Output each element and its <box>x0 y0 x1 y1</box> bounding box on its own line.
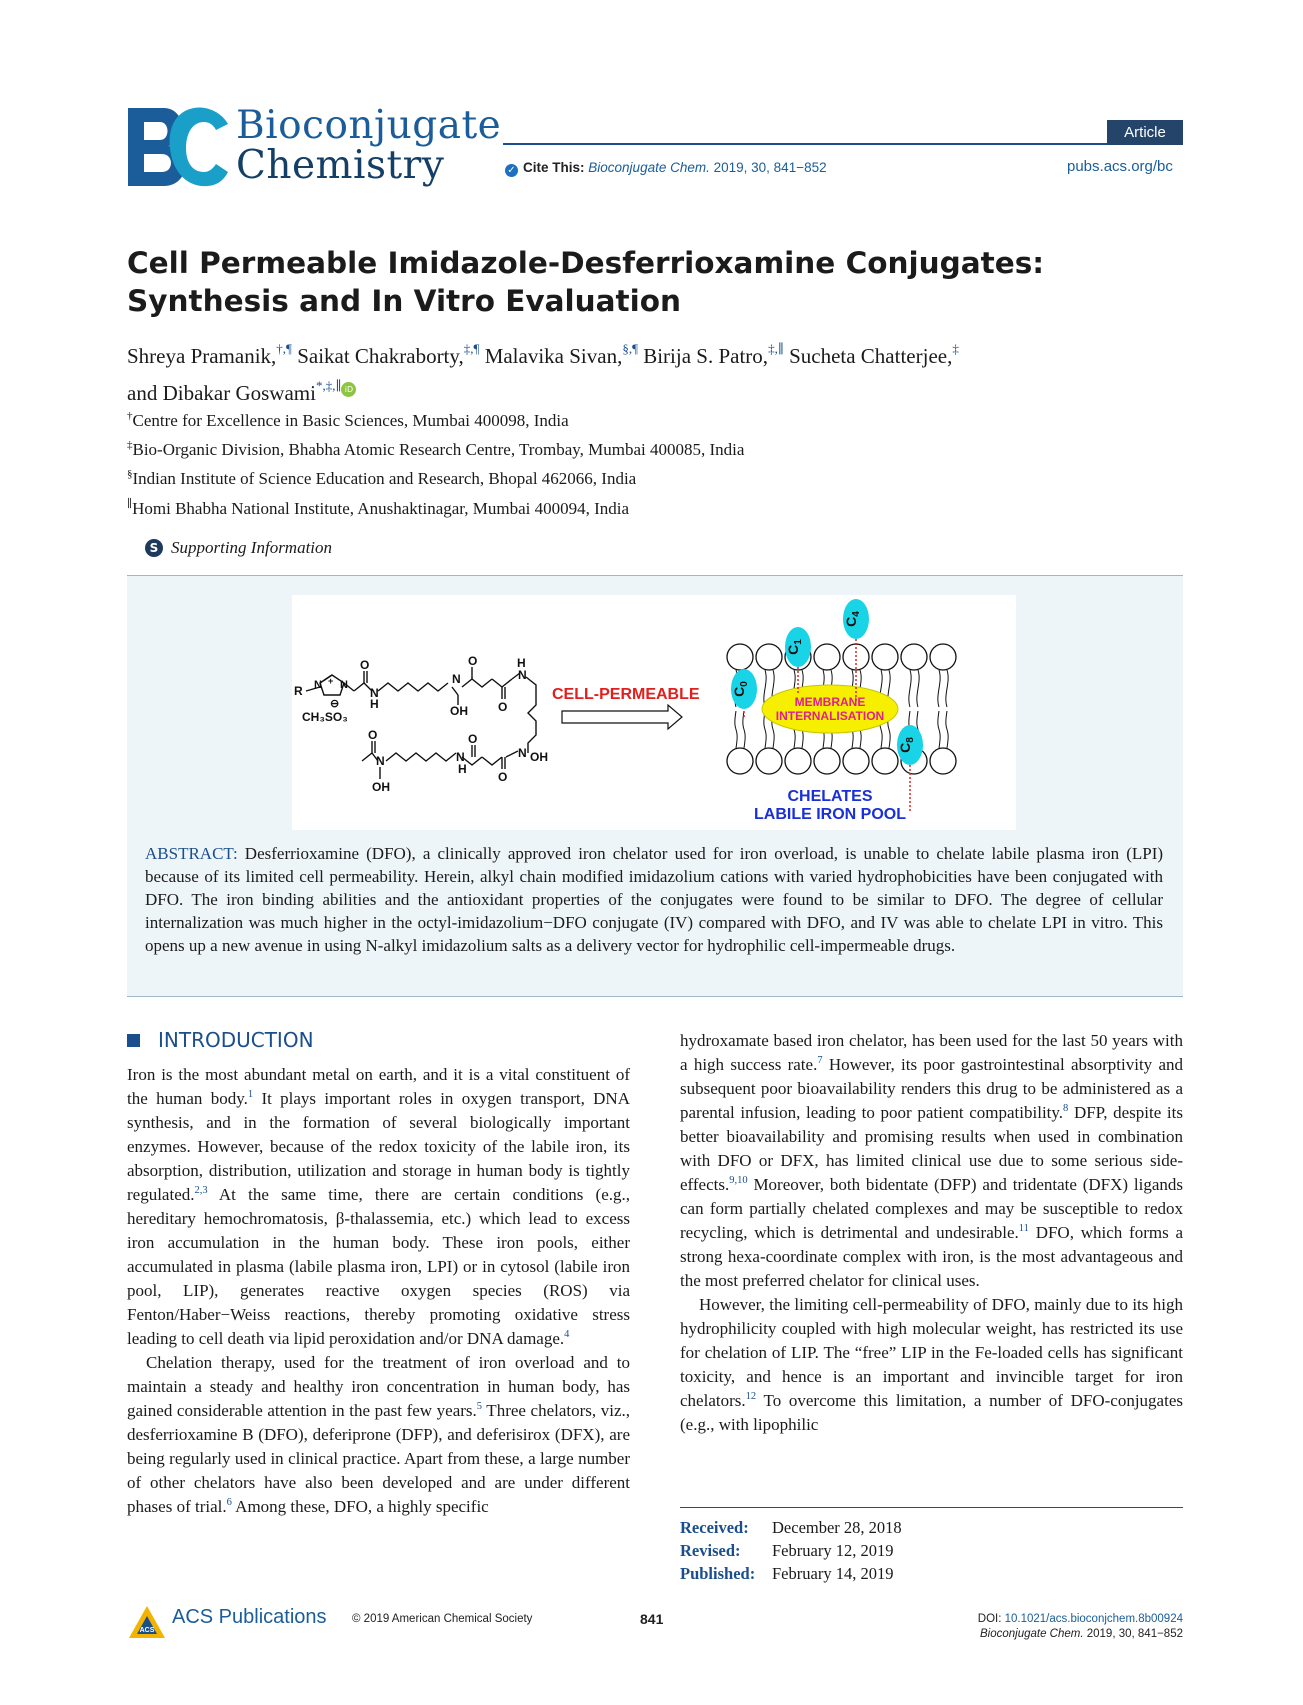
author-name[interactable]: Saikat Chakraborty, <box>297 344 464 368</box>
author-name[interactable]: Sucheta Chatterjee, <box>789 344 953 368</box>
date-label: Revised: <box>680 1541 741 1560</box>
page-number: 841 <box>640 1611 664 1627</box>
header-rule <box>503 143 1183 145</box>
lipid-tail <box>735 711 737 748</box>
paragraph <box>127 1063 630 1351</box>
reference-link[interactable]: 6 <box>226 1497 232 1508</box>
minus-charge: ⊖ <box>330 698 340 710</box>
lipid-head <box>756 644 782 670</box>
abstract-text <box>145 842 1163 957</box>
left-column <box>127 1063 630 1519</box>
affiliation <box>127 410 569 431</box>
dates-rule <box>680 1507 1183 1508</box>
plus-charge: + <box>328 676 334 686</box>
text-run: Chelation therapy, used for the treatment of iron overload and to maintain a steady and healthy iron concentration in human body, has gained considerable attention in the past few years. <box>127 1353 630 1420</box>
check-icon: ✓ <box>505 164 518 177</box>
reference-link[interactable]: 5 <box>476 1401 483 1412</box>
conjugate-c1 <box>785 627 811 695</box>
date-published <box>680 1564 893 1584</box>
lipid-head <box>785 748 811 774</box>
footer-journal-volume: 2019, 30, 841−852 <box>1083 1628 1183 1640</box>
lipid-head <box>756 748 782 774</box>
cite-this[interactable] <box>505 160 827 177</box>
chelates-label-1: CHELATES <box>787 788 873 805</box>
c8-label: C <box>897 742 913 753</box>
oxygen-label: O <box>360 658 370 672</box>
affiliation-mark: † <box>127 410 133 422</box>
author-affiliation-marks: §,¶ <box>622 341 638 356</box>
membrane-label-2: INTERNALISATION <box>775 709 885 723</box>
text-run: However, the limiting cell-permeability of DFO, mainly due to its high hydrophilicity coupled with high molecular weight, has restricted its use for chelation of LIP. The “free” LIP in the Fe-loaded cells has significant toxicity, and hence is an important and invincible target for iron chelators. <box>680 1295 1183 1410</box>
lipid-tail <box>938 670 940 707</box>
amide-h-label: H <box>458 762 467 776</box>
c8-subscript: 8 <box>905 737 916 743</box>
lipid-head <box>727 748 753 774</box>
affiliation <box>127 468 636 489</box>
arrow-label: CELL-PERMEABLE <box>552 686 700 703</box>
hydroxyl-label: OH <box>530 750 548 764</box>
author-name[interactable]: Shreya Pramanik, <box>127 344 277 368</box>
section-heading-introduction <box>127 1028 314 1052</box>
affiliation-mark: § <box>127 468 133 480</box>
paragraph <box>127 1351 630 1519</box>
toc-graphic <box>292 595 1016 830</box>
date-received <box>680 1518 902 1538</box>
date-value: February 14, 2019 <box>772 1564 894 1583</box>
svg-text:ACS: ACS <box>139 1627 155 1634</box>
c0-subscript: 0 <box>739 681 750 687</box>
text-run: DFO, which forms a strong hexa-coordinate complex with iron, is the most advantageous and the most preferred chelator for clinical uses. <box>680 1223 1184 1290</box>
date-revised <box>680 1541 893 1561</box>
oxygen-label: O <box>498 770 508 784</box>
lipid-tail <box>938 711 940 748</box>
reference-link[interactable]: 9,10 <box>729 1175 748 1186</box>
imidazole-n-label: N <box>314 679 322 691</box>
membrane-label-1: MEMBRANE <box>794 695 866 709</box>
c1-label: C <box>785 644 801 655</box>
date-label: Published: <box>680 1564 756 1583</box>
lipid-head <box>843 748 869 774</box>
doi-link[interactable]: 10.1021/acs.bioconjchem.8b00924 <box>1004 1613 1183 1625</box>
cite-volume-pages[interactable]: 2019, 30, 841−852 <box>713 160 827 175</box>
publisher-name[interactable]: ACS Publications <box>172 1606 327 1628</box>
affiliation-text: Centre for Excellence in Basic Sciences, Mumbai 400098, India <box>132 411 569 430</box>
lipid-tail <box>917 670 919 707</box>
c4-label: C <box>843 616 859 627</box>
author-affiliation-marks: *,‡,∥ <box>315 378 342 393</box>
text-run: At the same time, there are certain conditions (e.g., hereditary hemochromatosis, β-thalassemia, etc.) which lead to excess iron accumulation in the human body. These iron pools, either accumulated in plasma (labile plasma iron, LPI) or in cytosol (labile iron pool, LIP), generates reactive oxygen species (ROS) via Fenton/Haber−Weiss reactions, thereby promoting oxidative stress leading to cell death via lipid peroxidation and/or DNA damage. <box>127 1185 630 1348</box>
oxygen-label: O <box>368 728 378 742</box>
cite-label: Cite This: <box>523 160 585 175</box>
date-label: Received: <box>680 1518 749 1537</box>
author-affiliation-marks: †,¶ <box>276 341 292 356</box>
lipid-tail <box>909 670 911 707</box>
supporting-info-icon: S <box>145 539 163 557</box>
lipid-tail <box>946 670 948 707</box>
author-name[interactable]: Malavika Sivan, <box>484 344 623 368</box>
hydroxamate-n-label: N <box>452 672 461 686</box>
lipid-tail <box>946 711 948 748</box>
hydroxamate-n-label: N <box>518 746 527 760</box>
lipid-head <box>872 748 898 774</box>
text-run: It plays important roles in oxygen transport, DNA synthesis, and in the formation of several biologically important enzymes. However, because of the redox toxicity of the labile iron, its absorption, distribution, utilization and storage in human body is tightly regulated. <box>127 1089 630 1204</box>
orcid-icon[interactable]: iD <box>341 382 356 397</box>
text-run: Moreover, both bidentate (DFP) and tridentate (DFX) ligands can form partially chelated complexes and may be susceptible to redox recycling, which is detrimental and undesirable. <box>680 1175 1183 1242</box>
author-affiliation-marks: ‡,¶ <box>463 341 480 356</box>
oxygen-label: O <box>468 732 478 746</box>
journal-url-link[interactable]: pubs.acs.org/bc <box>1067 158 1173 175</box>
imidazole-n-label: N <box>340 679 348 691</box>
lipid-head <box>727 644 753 670</box>
author-name[interactable]: Birija S. Patro, <box>643 344 769 368</box>
arrow-icon <box>562 705 682 729</box>
c1-subscript: 1 <box>793 639 804 645</box>
c0-label: C <box>731 686 747 697</box>
abstract-label: ABSTRACT: <box>145 844 238 863</box>
reference-link[interactable]: 8 <box>1063 1103 1069 1114</box>
lipid-head <box>930 748 956 774</box>
affiliation <box>127 497 629 519</box>
acs-logo-icon[interactable] <box>127 1604 167 1642</box>
author-affiliation-marks: ‡ <box>952 341 959 356</box>
cite-journal[interactable]: Bioconjugate Chem. <box>588 160 710 175</box>
r-group-label: R <box>294 684 303 698</box>
affiliation-mark: ‡ <box>127 439 133 451</box>
abstract-body: Desferrioxamine (DFO), a clinically approved iron chelator used for iron overload, is unable to chelate labile plasma iron (LPI) because of its limited cell permeability. Herein, alkyl chain modified imidazolium cations with varied hydrophobicities have been conjugated with DFO. The iron binding abilities and the antioxidant properties of the conjugates were found to be similar to DFO. The degree of cellular internalization was much higher in the octyl-imidazolium−DFO conjugate (IV) compared with DFO, and IV was able to chelate LPI in vitro. This opens up a new avenue in using N-alkyl imidazolium salts as a delivery vector for hydrophilic cell-impermeable drugs. <box>145 844 1164 955</box>
date-value: February 12, 2019 <box>772 1541 894 1560</box>
amide-n-label: N <box>456 750 465 764</box>
reference-link[interactable]: 11 <box>1018 1223 1029 1234</box>
oxygen-label: O <box>468 654 478 668</box>
lipid-head <box>814 644 840 670</box>
reference-link[interactable]: 12 <box>745 1391 757 1402</box>
reference-link[interactable]: 4 <box>564 1329 570 1340</box>
amide-h-label: H <box>517 656 526 670</box>
author-list <box>127 334 1187 408</box>
paragraph <box>680 1293 1183 1437</box>
text-run: hydroxamate based iron chelator, has been used for the last 50 years with a high success rate. <box>680 1031 1183 1074</box>
author-name[interactable]: and Dibakar Goswami <box>127 381 316 405</box>
reference-link[interactable]: 2,3 <box>194 1185 208 1196</box>
text-run: Iron is the most abundant metal on earth, and it is a vital constituent of the human body. <box>127 1065 630 1108</box>
mesylate-label: CH₃SO₃ <box>302 710 348 724</box>
reference-link[interactable]: 7 <box>817 1055 823 1066</box>
lipid-head <box>901 644 927 670</box>
date-value: December 28, 2018 <box>772 1518 902 1537</box>
text-run: DFP, despite its better bioavailability and promising results when used in combination with DFO or DFX, has limited clinical use due to some serious side-effects. <box>680 1103 1183 1194</box>
bc-logo-icon <box>124 104 234 190</box>
doi-block <box>850 1612 1183 1642</box>
journal-logo <box>124 104 504 190</box>
text-run: To overcome this limitation, a number of DFO-conjugates (e.g., with lipophilic <box>680 1391 1183 1434</box>
journal-name-line-1: Bioconjugate <box>236 103 502 148</box>
oxygen-label: O <box>498 700 508 714</box>
section-heading-text: INTRODUCTION <box>158 1028 314 1052</box>
article-type-badge: Article <box>1107 120 1183 145</box>
footer-journal: Bioconjugate Chem. <box>979 1628 1084 1640</box>
c4-subscript: 4 <box>851 611 862 617</box>
chelates-label-2: LABILE IRON POOL <box>754 806 906 823</box>
supporting-information-link[interactable] <box>145 538 332 558</box>
hydroxamate-n-label: N <box>376 754 385 768</box>
paragraph <box>680 1029 1183 1293</box>
affiliation <box>127 439 744 460</box>
affiliation-text: Homi Bhabha National Institute, Anushaktinagar, Mumbai 400094, India <box>132 499 630 518</box>
amide-n-label: N <box>370 686 379 700</box>
text-run: Three chelators, viz., desferrioxamine B (DFO), deferiprone (DFP), and deferisirox (DFX), are being regularly used in clinical practice. Apart from these, a large number of other chelators have also been developed and are under different phases of trial. <box>127 1401 630 1516</box>
lipid-head <box>872 644 898 670</box>
lipid-head <box>814 748 840 774</box>
author-affiliation-marks: ‡,∥ <box>768 341 784 356</box>
doi-label: DOI: <box>977 1613 1005 1625</box>
section-square-icon <box>127 1034 140 1047</box>
text-run: However, its poor gastrointestinal absorptivity and subsequent poor bioavailability renders this drug to be administered as a parental infusion, leading to poor patient compatibility. <box>680 1055 1183 1122</box>
text-run: Among these, DFO, a highly specific <box>231 1497 489 1516</box>
amide-h-label: H <box>370 697 379 711</box>
affiliation-text: Indian Institute of Science Education and Research, Bhopal 462066, India <box>132 469 637 488</box>
hydroxyl-label: OH <box>450 704 468 718</box>
right-column <box>680 1029 1183 1437</box>
hydroxyl-label: OH <box>372 780 390 794</box>
affiliation-mark: ∥ <box>127 498 133 510</box>
copyright-notice: © 2019 American Chemical Society <box>352 1613 533 1625</box>
reference-link[interactable]: 1 <box>247 1089 254 1100</box>
conjugate-c0 <box>731 669 757 719</box>
amide-n-label: N <box>518 668 527 682</box>
supporting-info-label: Supporting Information <box>171 538 333 557</box>
lipid-head <box>930 644 956 670</box>
article-title: Cell Permeable Imidazole-Desferrioxamine Conjugates: Synthesis and In Vitro Evaluation <box>127 246 1045 318</box>
affiliation-text: Bio-Organic Division, Bhabha Atomic Research Centre, Trombay, Mumbai 400085, India <box>132 440 745 459</box>
journal-name-line-2: Chemistry <box>236 143 445 188</box>
